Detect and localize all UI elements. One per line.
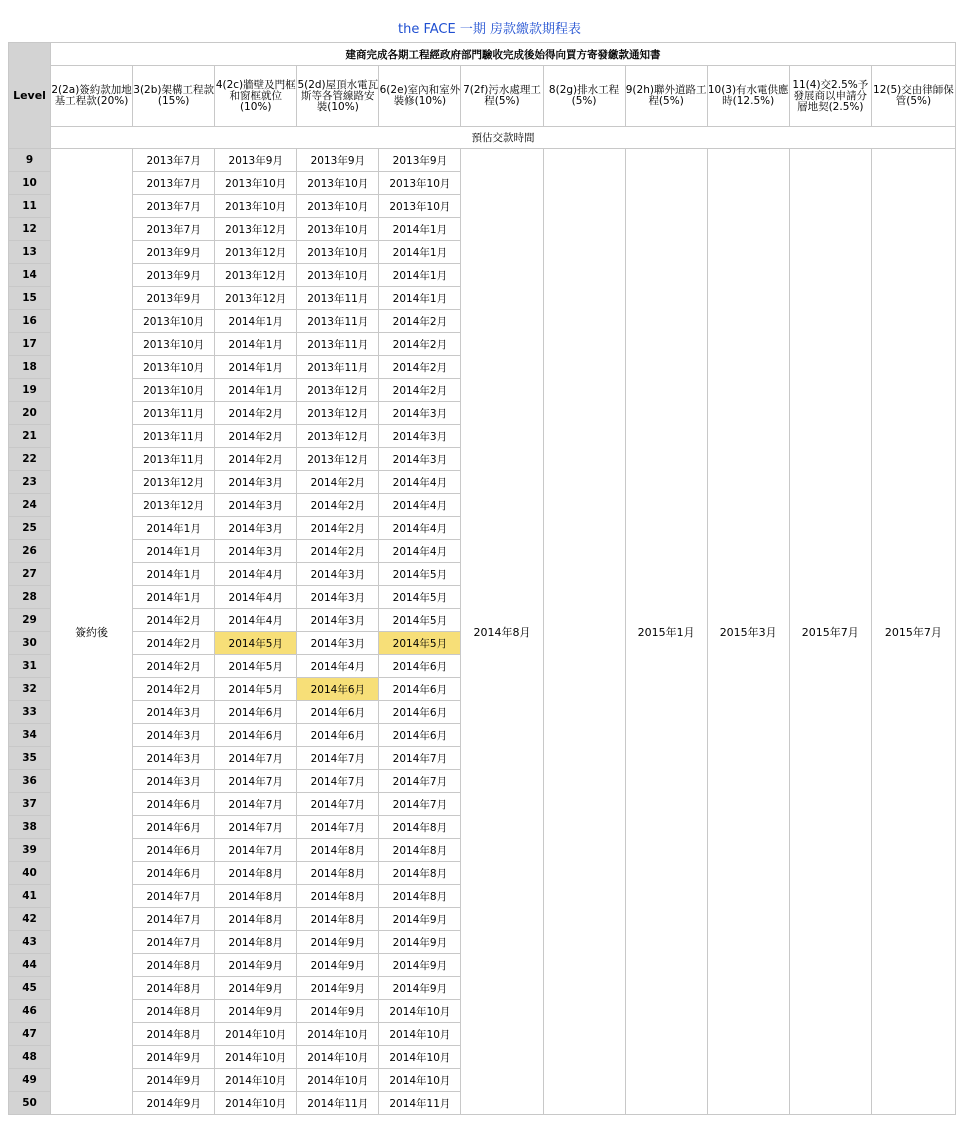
- date-cell: 2014年6月: [379, 724, 461, 747]
- date-cell: 2013年9月: [297, 149, 379, 172]
- date-cell: 2014年8月: [379, 885, 461, 908]
- date-cell: 2014年10月: [379, 1046, 461, 1069]
- date-cell: 2014年5月: [379, 632, 461, 655]
- date-cell: 2013年7月: [133, 218, 215, 241]
- level-cell: 14: [9, 264, 51, 287]
- date-cell: 2014年9月: [215, 1000, 297, 1023]
- date-cell: 2014年2月: [133, 632, 215, 655]
- date-cell: 2014年7月: [133, 885, 215, 908]
- date-cell: 2014年4月: [379, 471, 461, 494]
- date-cell: 2013年11月: [133, 402, 215, 425]
- date-cell: 2014年3月: [297, 563, 379, 586]
- date-cell: 2014年5月: [215, 632, 297, 655]
- level-cell: 26: [9, 540, 51, 563]
- date-cell: 2013年12月: [215, 241, 297, 264]
- level-cell: 49: [9, 1069, 51, 1092]
- date-cell: 2013年12月: [215, 264, 297, 287]
- column-header: 7(2f)污水處理工程(5%): [461, 66, 543, 127]
- level-cell: 46: [9, 1000, 51, 1023]
- date-cell: 2013年10月: [379, 172, 461, 195]
- date-cell: 2014年9月: [133, 1092, 215, 1115]
- date-cell: 2014年8月: [215, 862, 297, 885]
- date-cell: 2014年3月: [215, 494, 297, 517]
- date-cell: 2014年6月: [215, 724, 297, 747]
- date-cell: 2014年5月: [215, 678, 297, 701]
- date-cell: 2014年11月: [379, 1092, 461, 1115]
- date-cell: 2014年10月: [297, 1046, 379, 1069]
- merged-cell-col7: [543, 149, 625, 1115]
- date-cell: 2014年8月: [133, 954, 215, 977]
- date-cell: 2013年7月: [133, 172, 215, 195]
- date-cell: 2013年10月: [215, 172, 297, 195]
- date-cell: 2014年7月: [133, 931, 215, 954]
- date-cell: 2014年6月: [133, 839, 215, 862]
- date-cell: 2013年10月: [297, 218, 379, 241]
- date-cell: 2014年3月: [133, 770, 215, 793]
- date-cell: 2014年7月: [297, 747, 379, 770]
- level-cell: 36: [9, 770, 51, 793]
- date-cell: 2014年8月: [215, 908, 297, 931]
- date-cell: 2014年4月: [379, 494, 461, 517]
- date-cell: 2014年2月: [379, 310, 461, 333]
- date-cell: 2014年9月: [379, 977, 461, 1000]
- date-cell: 2014年8月: [297, 862, 379, 885]
- date-cell: 2014年11月: [297, 1092, 379, 1115]
- level-cell: 9: [9, 149, 51, 172]
- date-cell: 2014年2月: [297, 494, 379, 517]
- date-cell: 2014年3月: [297, 632, 379, 655]
- date-cell: 2013年10月: [297, 241, 379, 264]
- date-cell: 2014年10月: [379, 1069, 461, 1092]
- date-cell: 2014年2月: [379, 379, 461, 402]
- date-cell: 2014年9月: [297, 1000, 379, 1023]
- date-cell: 2014年2月: [297, 517, 379, 540]
- date-cell: 2014年4月: [297, 655, 379, 678]
- date-cell: 2014年3月: [215, 540, 297, 563]
- level-cell: 42: [9, 908, 51, 931]
- date-cell: 2014年2月: [297, 471, 379, 494]
- date-cell: 2014年10月: [215, 1069, 297, 1092]
- date-cell: 2014年3月: [297, 609, 379, 632]
- date-cell: 2014年5月: [379, 609, 461, 632]
- date-cell: 2013年12月: [215, 218, 297, 241]
- date-cell: 2014年7月: [297, 793, 379, 816]
- level-cell: 38: [9, 816, 51, 839]
- level-cell: 31: [9, 655, 51, 678]
- date-cell: 2014年9月: [297, 954, 379, 977]
- level-cell: 39: [9, 839, 51, 862]
- level-cell: 32: [9, 678, 51, 701]
- date-cell: 2014年1月: [133, 540, 215, 563]
- level-cell: 21: [9, 425, 51, 448]
- level-cell: 11: [9, 195, 51, 218]
- table-row: [9, 149, 956, 172]
- date-cell: 2014年2月: [215, 448, 297, 471]
- date-cell: 2014年4月: [215, 586, 297, 609]
- level-cell: 29: [9, 609, 51, 632]
- date-cell: 2014年2月: [133, 678, 215, 701]
- date-cell: 2013年12月: [297, 425, 379, 448]
- column-header: 12(5)交由律師保管(5%): [871, 66, 955, 127]
- level-cell: 45: [9, 977, 51, 1000]
- level-cell: 41: [9, 885, 51, 908]
- merged-cell-col6: 2014年8月: [461, 149, 543, 1115]
- level-cell: 18: [9, 356, 51, 379]
- date-cell: 2014年5月: [379, 563, 461, 586]
- date-cell: 2014年6月: [297, 701, 379, 724]
- date-cell: 2013年10月: [215, 195, 297, 218]
- date-cell: 2014年2月: [379, 333, 461, 356]
- date-cell: 2014年6月: [379, 655, 461, 678]
- date-cell: 2014年9月: [379, 908, 461, 931]
- level-cell: 12: [9, 218, 51, 241]
- date-cell: 2014年9月: [215, 954, 297, 977]
- date-cell: 2013年9月: [133, 264, 215, 287]
- date-cell: 2014年8月: [297, 839, 379, 862]
- date-cell: 2013年12月: [133, 494, 215, 517]
- date-cell: 2013年11月: [133, 425, 215, 448]
- date-cell: 2014年1月: [215, 356, 297, 379]
- date-cell: 2014年5月: [379, 586, 461, 609]
- date-cell: 2014年5月: [215, 655, 297, 678]
- date-cell: 2013年11月: [297, 310, 379, 333]
- column-header-row: [9, 66, 956, 127]
- date-cell: 2014年1月: [133, 563, 215, 586]
- date-cell: 2014年10月: [297, 1023, 379, 1046]
- date-cell: 2014年2月: [133, 609, 215, 632]
- table-body: [9, 149, 956, 1115]
- date-cell: 2013年10月: [133, 356, 215, 379]
- level-cell: 15: [9, 287, 51, 310]
- date-cell: 2014年7月: [379, 747, 461, 770]
- date-cell: 2014年7月: [379, 793, 461, 816]
- level-cell: 35: [9, 747, 51, 770]
- level-cell: 16: [9, 310, 51, 333]
- date-cell: 2014年2月: [379, 356, 461, 379]
- date-cell: 2014年6月: [215, 701, 297, 724]
- merged-cell-col11: 2015年7月: [871, 149, 955, 1115]
- date-cell: 2014年6月: [297, 724, 379, 747]
- date-cell: 2013年11月: [297, 356, 379, 379]
- date-cell: 2013年10月: [133, 310, 215, 333]
- date-cell: 2013年10月: [133, 379, 215, 402]
- column-header: 11(4)交2.5%予發展商以申請分層地契(2.5%): [789, 66, 871, 127]
- date-cell: 2013年7月: [133, 195, 215, 218]
- level-cell: 23: [9, 471, 51, 494]
- date-cell: 2013年10月: [379, 195, 461, 218]
- column-header: 10(3)有水電供應時(12.5%): [707, 66, 789, 127]
- date-cell: 2013年12月: [297, 402, 379, 425]
- date-cell: 2014年1月: [215, 310, 297, 333]
- date-cell: 2014年4月: [379, 517, 461, 540]
- date-cell: 2014年7月: [297, 816, 379, 839]
- date-cell: 2014年8月: [297, 885, 379, 908]
- date-cell: 2014年3月: [379, 425, 461, 448]
- column-header: 8(2g)排水工程(5%): [543, 66, 625, 127]
- date-cell: 2014年2月: [133, 655, 215, 678]
- date-cell: 2014年3月: [379, 402, 461, 425]
- date-cell: 2013年12月: [133, 471, 215, 494]
- level-cell: 10: [9, 172, 51, 195]
- date-cell: 2014年8月: [215, 931, 297, 954]
- date-cell: 2014年7月: [215, 747, 297, 770]
- level-cell: 48: [9, 1046, 51, 1069]
- date-cell: 2014年3月: [133, 701, 215, 724]
- date-cell: 2013年9月: [133, 241, 215, 264]
- date-cell: 2014年4月: [215, 563, 297, 586]
- date-cell: 2014年9月: [133, 1069, 215, 1092]
- level-cell: 43: [9, 931, 51, 954]
- date-cell: 2014年10月: [215, 1046, 297, 1069]
- date-cell: 2014年6月: [379, 701, 461, 724]
- date-cell: 2014年3月: [297, 586, 379, 609]
- date-cell: 2014年8月: [133, 1023, 215, 1046]
- date-cell: 2014年9月: [133, 1046, 215, 1069]
- level-cell: 17: [9, 333, 51, 356]
- date-cell: 2014年6月: [133, 862, 215, 885]
- date-cell: 2014年2月: [215, 402, 297, 425]
- date-cell: 2013年9月: [379, 149, 461, 172]
- date-cell: 2014年8月: [133, 1000, 215, 1023]
- date-cell: 2014年1月: [133, 517, 215, 540]
- date-cell: 2014年10月: [379, 1023, 461, 1046]
- date-cell: 2014年6月: [133, 816, 215, 839]
- date-cell: 2013年10月: [297, 264, 379, 287]
- date-cell: 2014年4月: [379, 540, 461, 563]
- column-header: 6(2e)室內和室外裝修(10%): [379, 66, 461, 127]
- column-header: 3(2b)架構工程款(15%): [133, 66, 215, 127]
- date-cell: 2014年9月: [297, 977, 379, 1000]
- level-cell: 20: [9, 402, 51, 425]
- date-cell: 2014年3月: [215, 471, 297, 494]
- date-cell: 2014年9月: [379, 954, 461, 977]
- date-cell: 2014年8月: [379, 862, 461, 885]
- date-cell: 2014年2月: [297, 540, 379, 563]
- level-header: Level: [9, 43, 51, 149]
- date-cell: 2014年1月: [379, 287, 461, 310]
- level-cell: 22: [9, 448, 51, 471]
- column-header: 9(2h)聯外道路工程(5%): [625, 66, 707, 127]
- date-cell: 2013年12月: [297, 448, 379, 471]
- date-cell: 2014年1月: [379, 264, 461, 287]
- date-cell: 2013年11月: [297, 333, 379, 356]
- level-cell: 28: [9, 586, 51, 609]
- date-cell: 2014年8月: [133, 977, 215, 1000]
- date-cell: 2014年9月: [297, 931, 379, 954]
- date-cell: 2014年6月: [133, 793, 215, 816]
- date-cell: 2014年9月: [379, 931, 461, 954]
- sub-header: 預估交款時間: [51, 127, 956, 149]
- date-cell: 2013年11月: [133, 448, 215, 471]
- merged-cell-col9: 2015年3月: [707, 149, 789, 1115]
- date-cell: 2014年9月: [215, 977, 297, 1000]
- level-cell: 30: [9, 632, 51, 655]
- date-cell: 2014年10月: [379, 1000, 461, 1023]
- date-cell: 2014年1月: [133, 586, 215, 609]
- date-cell: 2013年12月: [297, 379, 379, 402]
- date-cell: 2013年9月: [133, 287, 215, 310]
- date-cell: 2013年11月: [297, 287, 379, 310]
- level-cell: 37: [9, 793, 51, 816]
- column-header: 2(2a)簽約款加地基工程款(20%): [51, 66, 133, 127]
- level-cell: 40: [9, 862, 51, 885]
- date-cell: 2013年10月: [297, 195, 379, 218]
- date-cell: 2013年7月: [133, 149, 215, 172]
- date-cell: 2014年7月: [379, 770, 461, 793]
- date-cell: 2014年8月: [379, 839, 461, 862]
- date-cell: 2014年6月: [297, 678, 379, 701]
- merged-cell-col10: 2015年7月: [789, 149, 871, 1115]
- date-cell: 2013年10月: [297, 172, 379, 195]
- level-cell: 33: [9, 701, 51, 724]
- level-cell: 25: [9, 517, 51, 540]
- level-cell: 44: [9, 954, 51, 977]
- date-cell: 2014年3月: [133, 747, 215, 770]
- date-cell: 2014年8月: [215, 885, 297, 908]
- date-cell: 2014年8月: [379, 816, 461, 839]
- level-cell: 24: [9, 494, 51, 517]
- merged-cell-col8: 2015年1月: [625, 149, 707, 1115]
- date-cell: 2013年10月: [133, 333, 215, 356]
- date-cell: 2014年10月: [215, 1092, 297, 1115]
- date-cell: 2014年6月: [379, 678, 461, 701]
- level-cell: 13: [9, 241, 51, 264]
- date-cell: 2014年1月: [379, 218, 461, 241]
- date-cell: 2014年10月: [215, 1023, 297, 1046]
- date-cell: 2014年1月: [215, 333, 297, 356]
- merged-cell-col1: 簽約後: [51, 149, 133, 1115]
- date-cell: 2014年3月: [379, 448, 461, 471]
- column-header: 4(2c)牆壁及門框和窗框就位(10%): [215, 66, 297, 127]
- date-cell: 2013年12月: [215, 287, 297, 310]
- date-cell: 2014年4月: [215, 609, 297, 632]
- group-header: 建商完成各期工程經政府部門驗收完成後始得向買方寄發繳款通知書: [51, 43, 956, 66]
- date-cell: 2014年7月: [133, 908, 215, 931]
- date-cell: 2014年7月: [215, 816, 297, 839]
- date-cell: 2014年1月: [379, 241, 461, 264]
- date-cell: 2014年2月: [215, 425, 297, 448]
- level-cell: 19: [9, 379, 51, 402]
- date-cell: 2014年8月: [297, 908, 379, 931]
- level-cell: 47: [9, 1023, 51, 1046]
- date-cell: 2014年7月: [215, 793, 297, 816]
- date-cell: 2014年7月: [215, 839, 297, 862]
- page-title: the FACE 一期 房款繳款期程表: [398, 22, 581, 37]
- level-cell: 34: [9, 724, 51, 747]
- date-cell: 2014年3月: [215, 517, 297, 540]
- date-cell: 2013年9月: [215, 149, 297, 172]
- date-cell: 2014年3月: [133, 724, 215, 747]
- date-cell: 2014年7月: [297, 770, 379, 793]
- date-cell: 2014年7月: [215, 770, 297, 793]
- payment-schedule-table: [8, 42, 956, 1115]
- column-header: 5(2d)屋頂水電瓦斯等各管線路安裝(10%): [297, 66, 379, 127]
- level-cell: 50: [9, 1092, 51, 1115]
- date-cell: 2014年1月: [215, 379, 297, 402]
- level-cell: 27: [9, 563, 51, 586]
- date-cell: 2014年10月: [297, 1069, 379, 1092]
